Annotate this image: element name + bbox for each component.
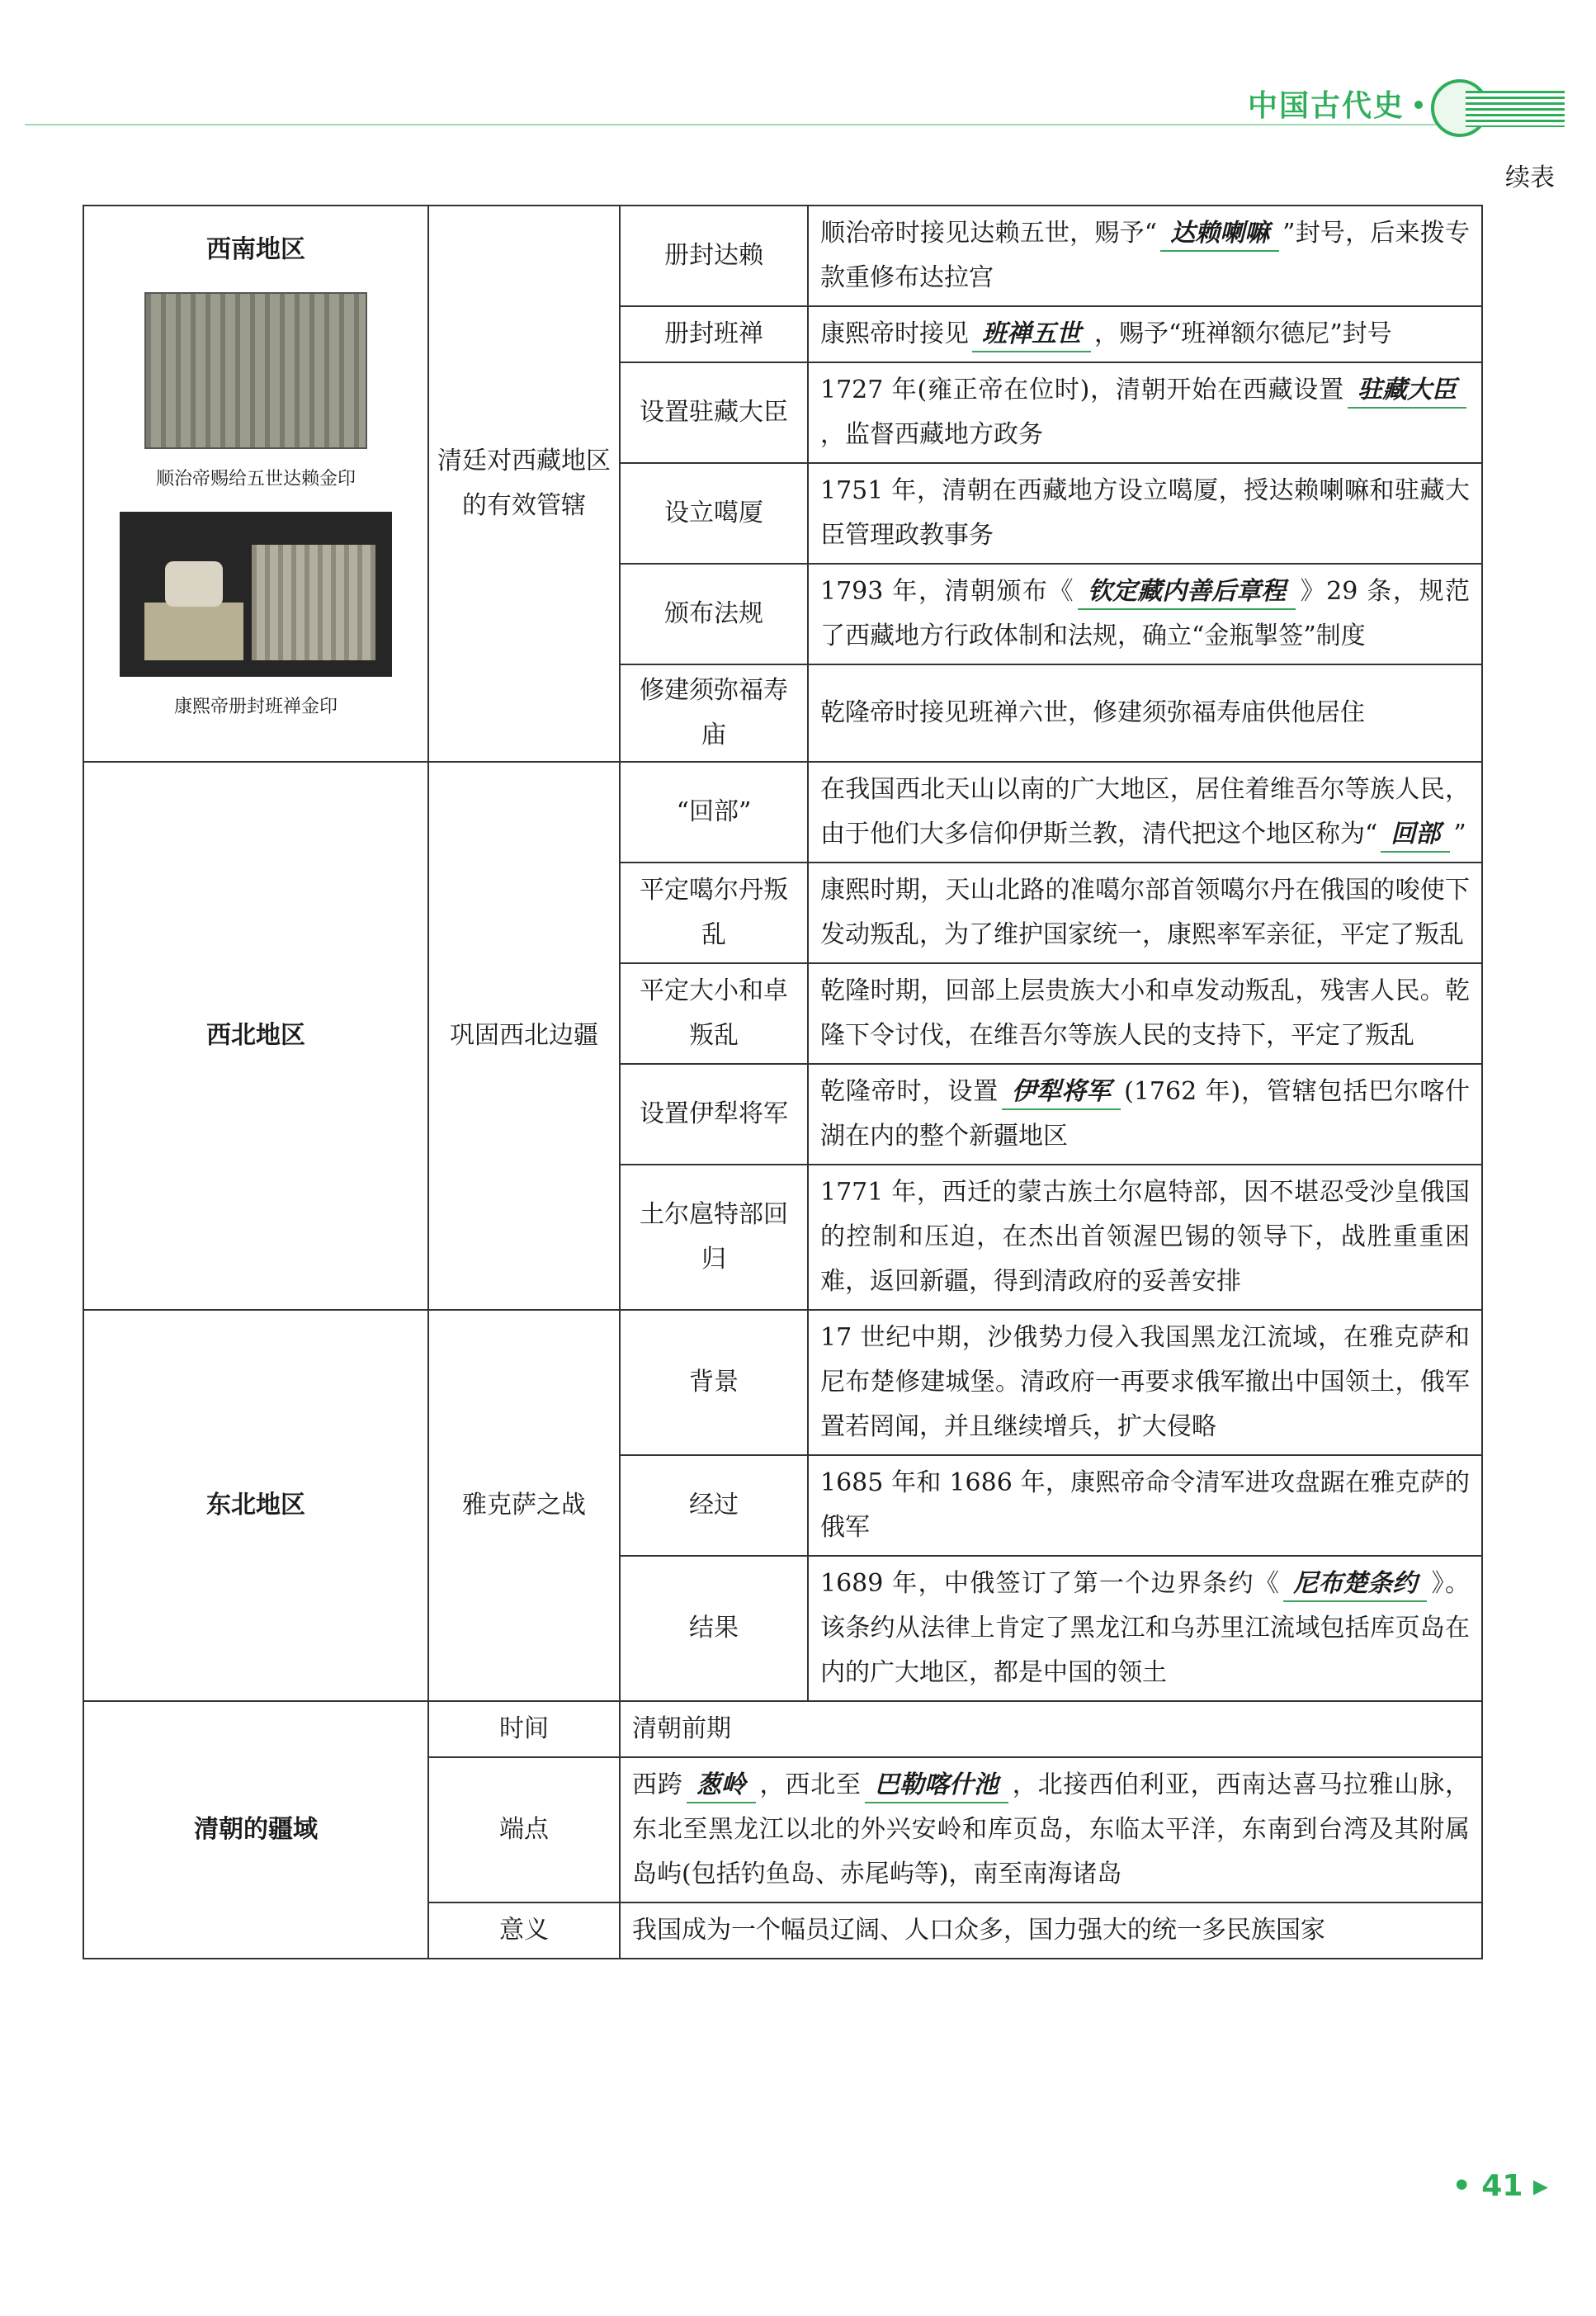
row-item: 平定大小和卓叛乱 [620, 963, 808, 1064]
seal-handle [165, 561, 223, 607]
territory-value [620, 1902, 1482, 1959]
row-description [808, 1165, 1482, 1310]
territory-label: 端点 [428, 1757, 620, 1902]
meaning-value: 我国成为一个幅员辽阔、人口众多，国力强大的统一多民族国家 [632, 1916, 1325, 1945]
table-row [83, 206, 1482, 306]
handwritten-answer: 巴勒喀什池 [865, 1769, 1008, 1803]
description-text: 1727 年(雍正帝在位时)，清朝开始在西藏设置 [820, 376, 1344, 404]
description-text: 》。该条约从法律上肯定了黑龙江和乌苏里江流域包括库页岛在内的广大地区，都是中国的领土 [820, 1569, 1471, 1687]
header-title: 中国古代史 [1247, 89, 1405, 123]
handwritten-answer: 伊犁将军 [1002, 1075, 1121, 1110]
row-item: 颁布法规 [620, 564, 808, 664]
page-number-value: 41 [1481, 2169, 1523, 2203]
row-description [808, 206, 1482, 306]
description-text: 乾隆时期，回部上层贵族大小和卓发动叛乱，残害人民。乾隆下令讨伐，在维吾尔等族人民的支持下，平定了叛乱 [820, 976, 1470, 1050]
row-item: 背景 [620, 1310, 808, 1455]
handwritten-answer: 驻藏大臣 [1348, 374, 1466, 409]
table-row [83, 1701, 1482, 1757]
description-text: 西跨 [632, 1770, 683, 1799]
row-description [808, 306, 1482, 362]
row-item: 修建须弥福寿庙 [620, 664, 808, 762]
header-stripes [1466, 91, 1565, 127]
description-text: 康熙时期，天山北路的准噶尔部首领噶尔丹在俄国的唆使下发动叛乱，为了维护国家统一，康熙率军亲征，平定了叛乱 [820, 876, 1470, 949]
description-text: 1793 年，清朝颁布《 [820, 577, 1075, 606]
territory-value [620, 1757, 1482, 1902]
territory-value [620, 1701, 1482, 1757]
seal-caption: 康熙帝册封班禅金印 [173, 697, 338, 717]
description-text: ，监督西藏地方政务 [820, 420, 1043, 449]
row-description [808, 463, 1482, 564]
row-description [808, 1310, 1482, 1455]
description-text: 顺治帝时接见达赖五世，赐予“ [820, 219, 1158, 248]
description-text: 1771 年，西迁的蒙古族土尔扈特部，因不堪忍受沙皇俄国的控制和压迫，在杰出首领渥巴锡的领导下，战胜重重困难，返回新疆，得到清政府的妥善安排 [820, 1178, 1470, 1296]
row-description [808, 963, 1482, 1064]
handwritten-answer: 尼布楚条约 [1283, 1567, 1427, 1602]
policy-cell: 雅克萨之战 [428, 1310, 620, 1701]
continued-label: 续表 [1505, 163, 1555, 192]
description-text: 乾隆帝时接见班禅六世，修建须弥福寿庙供他居住 [820, 698, 1365, 727]
territory-label: 时间 [428, 1701, 620, 1757]
handwritten-answer: 回部 [1381, 818, 1450, 853]
row-item: 册封班禅 [620, 306, 808, 362]
description-text: 1751 年，清朝在西藏地方设立噶厦，授达赖喇嘛和驻藏大臣管理政教事务 [820, 476, 1470, 550]
handwritten-answer: 钦定藏内善后章程 [1078, 575, 1296, 610]
row-item: 设置驻藏大臣 [620, 362, 808, 463]
row-description [808, 1455, 1482, 1556]
history-table [83, 205, 1483, 1959]
region-label: 西北地区 [206, 1021, 305, 1050]
row-description [808, 762, 1482, 863]
row-description [808, 863, 1482, 963]
territory-label: 意义 [428, 1902, 620, 1959]
policy-cell: 清廷对西藏地区的有效管辖 [428, 206, 620, 762]
row-item: 设立噶厦 [620, 463, 808, 564]
description-text: ，北接西伯利亚，西南达喜马拉雅山脉，东北至黑龙江以北的外兴安岭和库页岛，东临太平洋，东南到台湾及其附属岛屿(包括钓鱼岛、赤尾屿等)，南至南海诸岛 [632, 1770, 1471, 1888]
seal-photo-panchen [120, 512, 392, 677]
seal-face [252, 545, 375, 660]
region-label: 东北地区 [206, 1491, 305, 1520]
row-item: 平定噶尔丹叛乱 [620, 863, 808, 963]
time-value: 清朝前期 [632, 1714, 731, 1743]
page-number: • 41 ▸ [1452, 2169, 1548, 2203]
description-text: 1689 年，中俄签订了第一个边界条约《 [820, 1569, 1281, 1598]
description-text: ” [1453, 820, 1466, 848]
header-dot [1414, 101, 1423, 109]
seal-photo-dalai [144, 292, 367, 449]
description-text: (1762 年)，管辖包括巴尔喀什湖在内的整个新疆地区 [820, 1077, 1470, 1151]
description-text: 》29 条，规范了西藏地方行政体制和法规，确立“金瓶掣签”制度 [820, 577, 1470, 650]
region-label: 西南地区 [206, 235, 305, 264]
row-item: 经过 [620, 1455, 808, 1556]
row-item: 结果 [620, 1556, 808, 1701]
description-text: ，赐予“班禅额尔德尼”封号 [1094, 319, 1392, 348]
row-description [808, 1556, 1482, 1701]
row-description [808, 664, 1482, 762]
seal-caption: 顺治帝赐给五世达赖金印 [155, 469, 356, 489]
page-header [0, 50, 1596, 140]
region-cell: 清朝的疆域 [83, 1701, 428, 1959]
policy-cell: 巩固西北边疆 [428, 762, 620, 1310]
row-description [808, 564, 1482, 664]
description-text: 乾隆帝时，设置 [820, 1077, 999, 1106]
handwritten-answer: 班禅五世 [972, 318, 1091, 352]
region-cell [83, 1310, 428, 1701]
row-item: “回部” [620, 762, 808, 863]
seal-base [144, 603, 243, 660]
handwritten-answer: 葱岭 [687, 1769, 756, 1803]
description-text: ”封号，后来拨专款重修布达拉宫 [820, 219, 1470, 292]
region-cell [83, 206, 428, 762]
description-text: 康熙帝时接见 [820, 319, 969, 348]
region-cell [83, 762, 428, 1310]
description-text: 17 世纪中期，沙俄势力侵入我国黑龙江流域，在雅克萨和尼布楚修建城堡。清政府一再要求俄军撤出中国领土，俄军置若罔闻，并且继续增兵，扩大侵略 [820, 1323, 1470, 1441]
row-description [808, 1064, 1482, 1165]
row-description [808, 362, 1482, 463]
description-text: ，西北至 [758, 1770, 862, 1799]
handwritten-answer: 达赖喇嘛 [1160, 217, 1279, 252]
row-item: 册封达赖 [620, 206, 808, 306]
description-text: 在我国西北天山以南的广大地区，居住着维吾尔等族人民，由于他们大多信仰伊斯兰教，清代把这个地区称为“ [820, 775, 1470, 848]
table-row [83, 762, 1482, 863]
table-row [83, 1310, 1482, 1455]
row-item: 土尔扈特部回归 [620, 1165, 808, 1310]
row-item: 设置伊犁将军 [620, 1064, 808, 1165]
description-text: 1685 年和 1686 年，康熙帝命令清军进攻盘踞在雅克萨的俄军 [820, 1468, 1470, 1542]
